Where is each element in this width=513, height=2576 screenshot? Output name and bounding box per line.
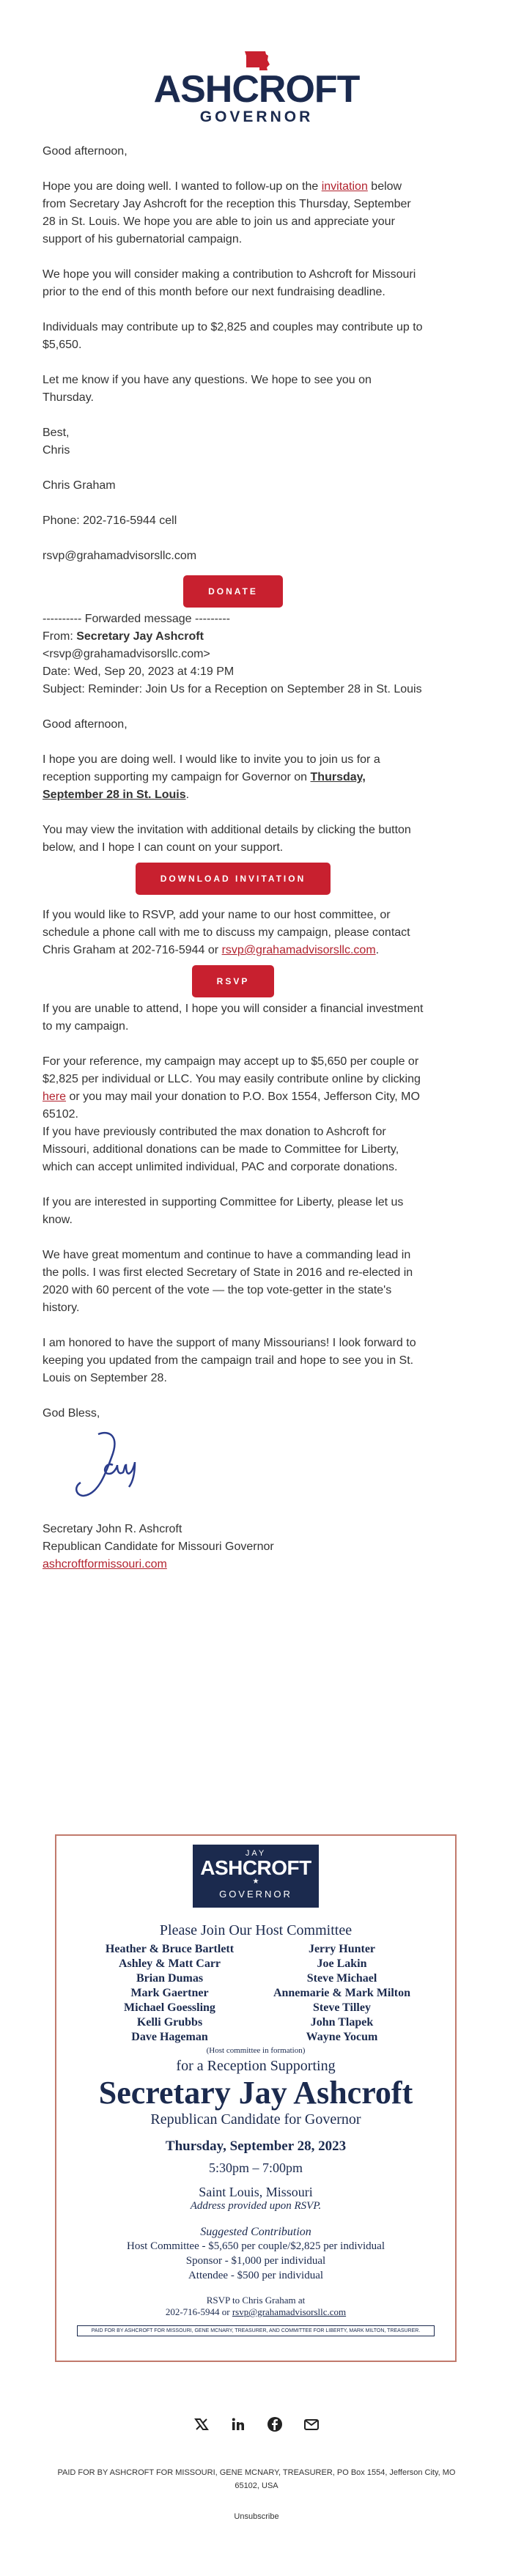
paragraph: Individuals may contribute up to $2,825 and couples may contribute up to $5,650. <box>43 321 423 351</box>
email-body <box>43 143 424 1573</box>
paragraph: We have great momentum and continue to have a commanding lead in the polls. I was first elected Secretary of State in 2016 and re-elected in 2020 with 60 percent of the vote — the top vote-getter in the state's history. <box>43 1249 413 1314</box>
donate-here-link[interactable]: here <box>43 1090 67 1103</box>
signature-block: Secretary John R. Ashcroft Republican Candidate for Missouri Governor ashcroftformissouri.com <box>43 1523 274 1571</box>
paragraph: I am honored to have the support of many Missourians! I look forward to keeping you updated from the campaign trail and hope to see you in St. Louis on September 28. <box>43 1337 416 1384</box>
paragraph: For your reference, my campaign may accept up to $5,650 per couple or $2,825 per individual or LLC. You may easily contribute online by clicking here or you may mail your donation to P.O. Box 1554, Jefferson City, MO 65102. <box>43 1055 421 1121</box>
greeting: Good afternoon, <box>43 718 128 731</box>
campaign-website-link[interactable]: ashcroftformissouri.com <box>43 1558 167 1571</box>
paragraph: If you are interested in supporting Committee for Liberty, please let us know. <box>43 1196 404 1226</box>
forward-header: ---------- Forwarded message --------- From: Secretary Jay Ashcroft <rsvp@grahamadvisorsllc.com> Date: Wed, Sep 20, 2023 at 4:19 PM Subject: Reminder: Join Us for a Reception on September 28 in St. Louis <box>43 613 422 695</box>
donate-row <box>43 575 424 609</box>
signature-image <box>69 1428 150 1502</box>
invitation-city: Saint Louis, Missouri <box>199 2185 313 2199</box>
twitter-icon[interactable] <box>193 2416 210 2432</box>
download-row <box>43 863 424 896</box>
unsubscribe-link[interactable]: Unsubscribe <box>234 2512 279 2521</box>
closing: Best, Chris <box>43 427 70 457</box>
suggested-contribution: Suggested Contribution <box>200 2226 311 2238</box>
paragraph: I hope you are doing well. I would like to invite you to join us for a reception supporting my campaign for Governor on Thursday, September 28 in St. Louis. <box>43 753 380 801</box>
rsvp-button[interactable]: RSVP <box>192 965 275 997</box>
paragraph: Hope you are doing well. I wanted to follow-up on the invitation below from Secretary Jay Ashcroft for the reception this Thursday, September 28 in St. Louis. We hope you are able to join us and appreciate your support of his gubernatorial campaign. <box>43 180 411 246</box>
invitation-link[interactable]: invitation <box>321 180 368 193</box>
paragraph: You may view the invitation with additional details by clicking the button below, and I hope I can count on your support. <box>43 824 411 854</box>
sender-phone: Phone: 202-716-5944 cell <box>43 514 177 527</box>
invitation-for: for a Reception Supporting <box>176 2058 336 2074</box>
paragraph: Let me know if you have any questions. We hope to see you on Thursday. <box>43 374 372 404</box>
invitation-rsvp: RSVP to Chris Graham at 202-716-5944 or rsvp@grahamadvisorsllc.com <box>165 2295 347 2317</box>
star-icon: ★ <box>252 1878 259 1886</box>
ashcroft-logo <box>0 50 513 126</box>
invitation-subtitle: Republican Candidate for Governor <box>150 2111 361 2127</box>
from-name: Secretary Jay Ashcroft <box>76 630 204 643</box>
host-formation-note: (Host committee in formation) <box>206 2046 306 2055</box>
social-links <box>0 2416 513 2432</box>
host-column-right: Jerry Hunter Joe Lakin Steve Michael Annemarie & Mark Milton Steve Tilley John Tlapek Wayne Yocum <box>273 1943 411 2043</box>
contribution-levels: Host Committee - $5,650 per couple/$2,825 per individual Sponsor - $1,000 per individual Attendee - $500 per individual <box>126 2240 385 2281</box>
logo-name: ASHCROFT <box>153 68 360 111</box>
footer-paid-for: PAID FOR BY ASHCROFT FOR MISSOURI, GENE MCNARY, TREASURER, PO Box 1554, Jefferson City, MO 65102, USA <box>57 2468 456 2490</box>
download-invitation-button[interactable]: DOWNLOAD INVITATION <box>136 863 331 895</box>
event-date: Thursday, September 28 in St. Louis <box>43 771 366 801</box>
linkedin-icon[interactable] <box>230 2416 246 2432</box>
invitation-paid-for: PAID FOR BY ASHCROFT FOR MISSOURI, GENE MCNARY, TREASURER, AND COMMITTEE FOR LIBERTY, MARK MILTON, TREASURER. <box>77 2325 435 2336</box>
invitation-time: 5:30pm – 7:00pm <box>208 2160 303 2175</box>
closing: God Bless, <box>43 1407 100 1420</box>
invitation-card[interactable] <box>55 1834 457 2362</box>
facebook-icon[interactable] <box>267 2416 283 2432</box>
invitation-address-note: Address provided upon RSVP. <box>190 2200 322 2212</box>
host-column-left: Heather & Bruce Bartlett Ashley & Matt Carr Brian Dumas Mark Gaertner Michael Goessling Kelli Grubbs Dave Hageman <box>105 1943 235 2043</box>
greeting: Good afternoon, <box>43 145 128 158</box>
donate-button[interactable]: DONATE <box>183 575 283 608</box>
email-icon[interactable] <box>303 2416 320 2432</box>
invitation-date: Thursday, September 28, 2023 <box>165 2138 347 2154</box>
invitation-logo: JAY ASHCROFT ★ GOVERNOR <box>193 1845 319 1908</box>
sender-email: rsvp@grahamadvisorsllc.com <box>43 550 197 562</box>
paragraph: We hope you will consider making a contribution to Ashcroft for Missouri prior to the end of this month before our next fundraising deadline. <box>43 268 416 298</box>
rsvp-email-link[interactable]: rsvp@grahamadvisorsllc.com <box>221 944 376 956</box>
invitation-join: Please Join Our Host Committee <box>159 1922 353 1938</box>
host-committee <box>56 1942 455 2045</box>
logo-subtitle: GOVERNOR <box>199 108 314 125</box>
paragraph: If you have previously contributed the max donation to Ashcroft for Missouri, additional donations can be made to Committee for Liberty, which can accept unlimited individual, PAC and corporate donations. <box>43 1126 399 1173</box>
paragraph: If you would like to RSVP, add your name to our host committee, or schedule a phone call with me to discuss my campaign, please contact Chris Graham at 202-716-5944 or rsvp@grahamadvisorsllc.com. <box>43 909 410 956</box>
sender-name: Chris Graham <box>43 479 116 492</box>
invitation-candidate: Secretary Jay Ashcroft <box>98 2075 413 2111</box>
rsvp-row <box>43 965 424 999</box>
paragraph: If you are unable to attend, I hope you will consider a financial investment to my campaign. <box>43 1003 424 1033</box>
